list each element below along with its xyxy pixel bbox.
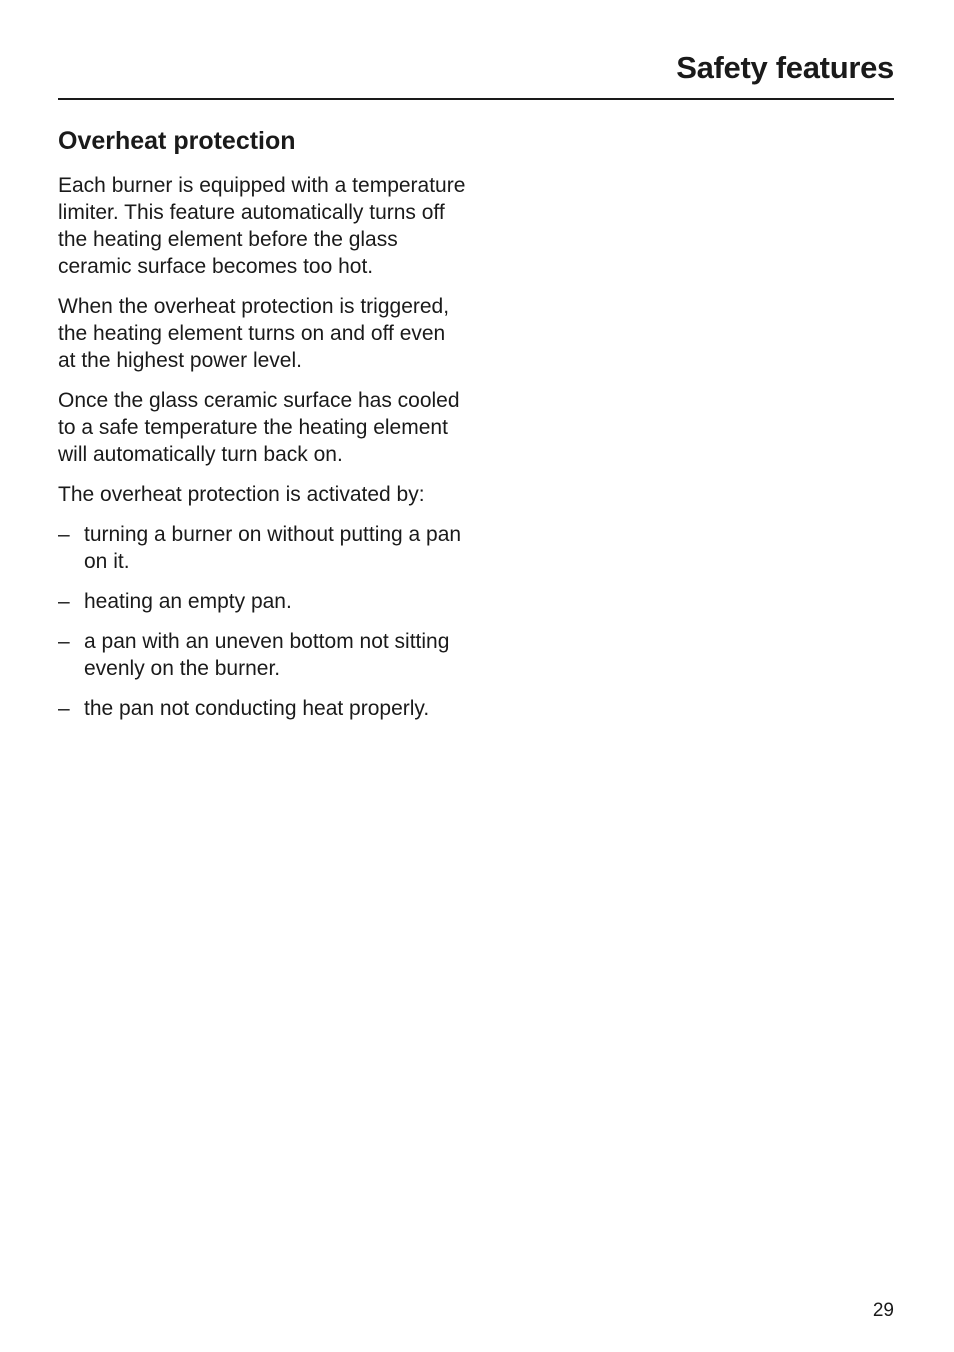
paragraph-activated-by: The overheat protection is activated by:: [58, 483, 425, 506]
page-title: Safety features: [676, 50, 894, 85]
paragraph-intro: Each burner is equipped with a temperature limiter. This feature automatically turns off the heating element before the glass ceramic surface becomes too hot.: [58, 174, 466, 278]
section-heading: Overheat protection: [58, 127, 296, 155]
list-item: [58, 588, 468, 615]
paragraph-cooled: Once the glass ceramic surface has cooled to a safe temperature the heating element will automatically turn back on.: [58, 389, 460, 466]
list-item: [58, 695, 468, 722]
paragraph-triggered: When the overheat protection is triggered, the heating element turns on and off even at the highest power level.: [58, 295, 450, 372]
list-item-text: turning a burner on without putting a pan on it.: [84, 523, 462, 573]
header-divider: [58, 98, 894, 100]
dash-marker: –: [58, 630, 70, 653]
list-item-text: heating an empty pan.: [84, 590, 292, 613]
main-content: [58, 124, 468, 735]
list-item: [58, 521, 468, 575]
page-number: 29: [872, 1300, 894, 1321]
list-item-text: the pan not conducting heat properly.: [84, 697, 430, 720]
dash-marker: –: [58, 523, 70, 546]
dash-marker: –: [58, 697, 70, 720]
dash-marker: –: [58, 590, 70, 613]
activation-causes-list: [58, 521, 468, 722]
list-item-text: a pan with an uneven bottom not sitting evenly on the burner.: [84, 630, 450, 680]
list-item: [58, 628, 468, 682]
